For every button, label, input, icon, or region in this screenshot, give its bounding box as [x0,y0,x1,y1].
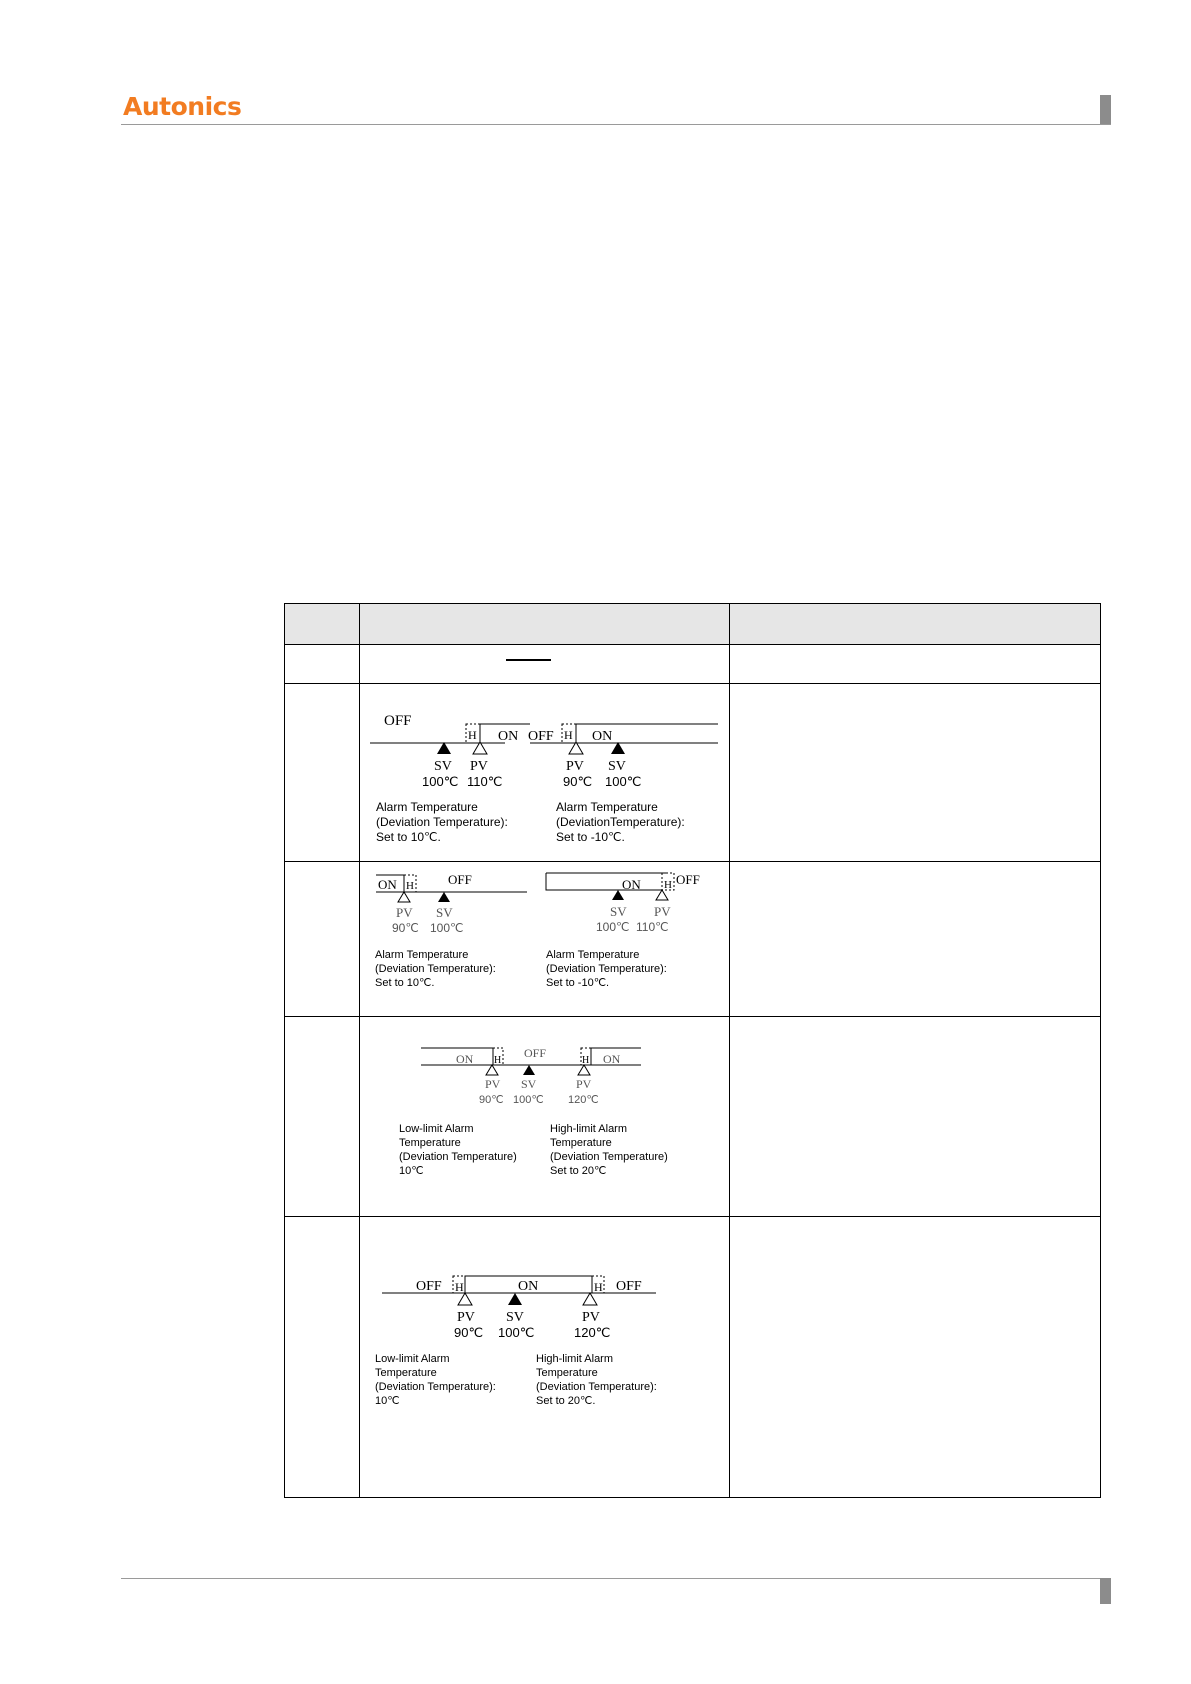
pv-value: 90℃ [392,921,419,935]
on-label: ON [622,877,641,892]
deviation-high-low-diagram [360,1017,730,1215]
sv-label: SV [608,759,626,774]
caption-line: High-limit Alarm [550,1123,628,1135]
pv-value: 90℃ [563,774,593,789]
caption-line: Temperature [536,1367,598,1379]
table-row [285,645,1101,684]
pv-marker [656,890,668,900]
autonics-logo: Autonics [123,92,242,121]
diagram-cell [360,645,730,684]
header-mode-cell [285,604,360,645]
sv-marker [437,742,451,754]
description-cell [730,1017,1101,1217]
pv-value: 120℃ [568,1094,599,1106]
pv-marker [578,1065,590,1075]
caption-line: Alarm Temperature [376,800,478,814]
caption-line: Set to -10℃. [546,977,610,989]
h-label: H [468,728,477,742]
description-cell [730,645,1101,684]
sv-marker [438,892,450,902]
h-label: H [664,879,672,891]
caption-line: (Deviation Temperature): [536,1381,657,1393]
caption-line: 10℃ [375,1395,400,1407]
pv-label: PV [582,1310,600,1325]
sv-label: SV [436,905,453,920]
pv-label: PV [566,759,584,774]
h-label: H [455,1280,464,1294]
on-label: ON [498,729,519,744]
off-label: OFF [616,1279,642,1294]
table-row [285,1217,1101,1498]
pv-label: PV [654,904,671,919]
footer-corner-mark [1100,1578,1111,1604]
caption-line: 10℃ [399,1165,424,1177]
sv-value: 100℃ [596,920,630,934]
caption-line: Set to 20℃ [550,1165,607,1177]
description-cell [730,684,1101,862]
table-row [285,1017,1101,1217]
caption-line: Set to 10℃. [376,830,441,844]
header-rule [121,124,1111,125]
on-level-line [546,873,662,890]
caption-line: (Deviation Temperature): [375,1381,496,1393]
pv-value: 120℃ [574,1325,611,1340]
diagram-cell [360,1017,730,1217]
pv-marker [583,1293,597,1305]
off-label: OFF [676,872,700,887]
description-cell [730,1217,1101,1498]
caption-line: (DeviationTemperature): [556,815,685,829]
caption-line: (Deviation Temperature): [546,963,667,975]
pv-label: PV [485,1077,501,1091]
caption-line: Temperature [550,1137,612,1149]
off-label: OFF [416,1279,442,1294]
sv-label: SV [434,759,452,774]
deviation-band-diagram [360,1217,730,1496]
pv-value: 110℃ [467,774,503,789]
sv-marker [611,742,625,754]
caption-line: Low-limit Alarm [375,1353,450,1365]
mode-cell [285,1017,360,1217]
h-label: H [564,728,573,742]
on-label: ON [378,877,397,892]
off-label: OFF [528,729,554,744]
mode-cell [285,684,360,862]
header-diagram-cell [360,604,730,645]
caption-line: (Deviation Temperature) [550,1151,668,1163]
caption-line: Alarm Temperature [556,800,658,814]
sv-value: 100℃ [513,1094,544,1106]
caption-line: Alarm Temperature [546,949,640,961]
pv-label: PV [470,759,488,774]
sv-marker [523,1065,535,1075]
off-label: OFF [524,1046,547,1060]
mode-cell [285,645,360,684]
h-label: H [406,880,414,892]
on-label: ON [456,1052,474,1066]
off-label: OFF [448,872,472,887]
pv-value: 110℃ [636,920,669,934]
h-label: H [582,1055,590,1066]
sv-label: SV [610,904,627,919]
pv-marker [458,1293,472,1305]
pv-marker [473,742,487,754]
pv-value: 90℃ [454,1325,484,1340]
diagram-cell [360,862,730,1017]
on-label: ON [603,1052,621,1066]
caption-line: Set to -10℃. [556,830,625,844]
table-header-row [285,604,1101,645]
header-corner-mark [1100,95,1111,124]
caption-line: (Deviation Temperature) [399,1151,517,1163]
caption-line: Temperature [399,1137,461,1149]
mode-cell [285,1217,360,1498]
caption-line: Alarm Temperature [375,949,469,961]
footer-rule [121,1578,1111,1579]
caption-line: High-limit Alarm [536,1353,614,1365]
diagram-cell [360,1217,730,1498]
alarm-mode-table [284,603,1101,1498]
h-label: H [594,1280,603,1294]
caption-line: Low-limit Alarm [399,1123,474,1135]
table-row [285,684,1101,862]
on-label: ON [592,729,613,744]
on-label: ON [518,1279,539,1294]
pv-marker [398,892,410,902]
sv-value: 100℃ [605,774,642,789]
mode-cell [285,862,360,1017]
sv-value: 100℃ [498,1325,535,1340]
sv-label: SV [521,1077,537,1091]
caption-line: Set to 10℃. [375,977,435,989]
diagram-cell [360,684,730,862]
pv-label: PV [396,905,413,920]
sv-label: SV [506,1310,524,1325]
pv-label: PV [576,1077,592,1091]
caption-line: (Deviation Temperature): [376,815,508,829]
caption-line: Temperature [375,1367,437,1379]
header-description-cell [730,604,1101,645]
overline-mark [360,645,730,683]
deviation-high-diagram [360,684,730,860]
pv-marker [569,742,583,754]
pv-label: PV [457,1310,475,1325]
h-label: H [494,1055,502,1066]
sv-value: 100℃ [422,774,459,789]
caption-line: Set to 20℃. [536,1395,596,1407]
sv-value: 100℃ [430,921,464,935]
sv-marker [508,1293,522,1305]
table-row [285,862,1101,1017]
off-label: OFF [384,713,412,729]
pv-marker [486,1065,498,1075]
description-cell [730,862,1101,1017]
pv-value: 90℃ [479,1094,504,1106]
caption-line: (Deviation Temperature): [375,963,496,975]
deviation-low-diagram [360,862,730,1015]
